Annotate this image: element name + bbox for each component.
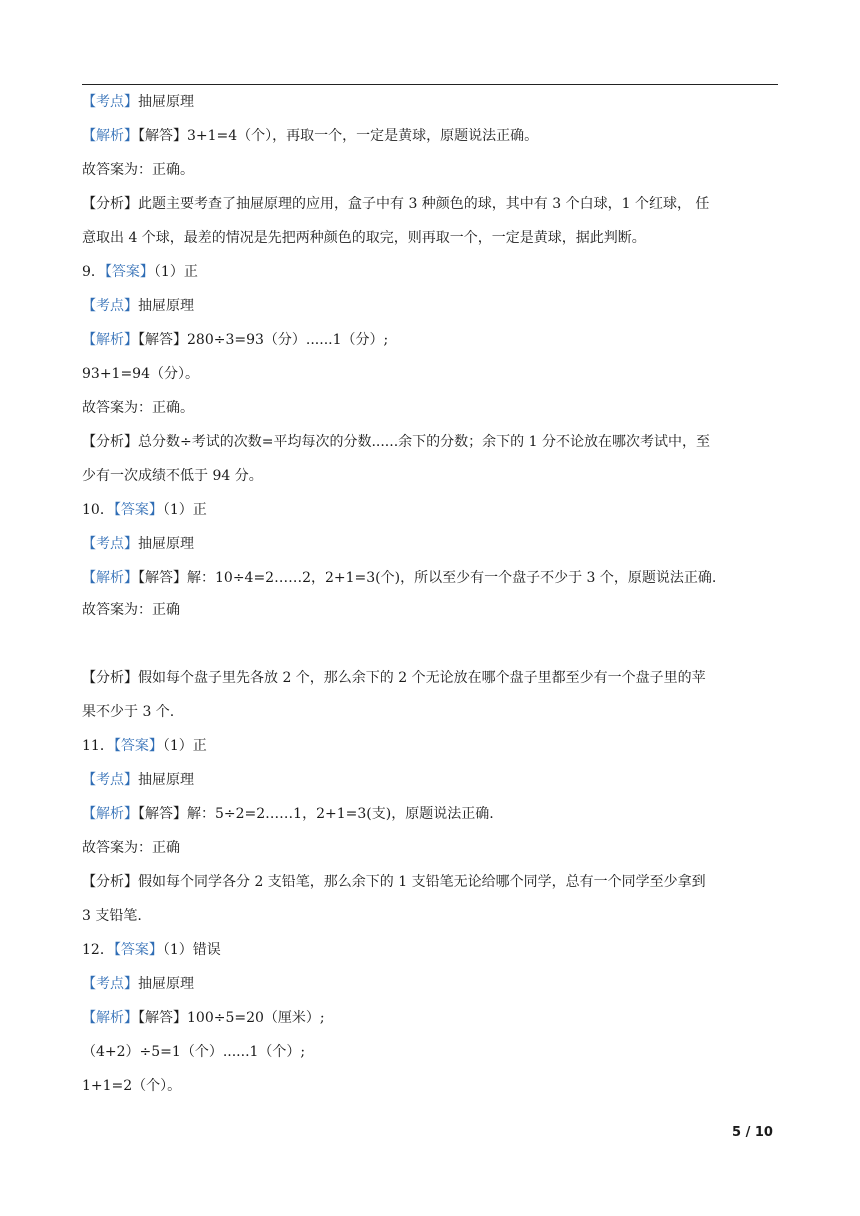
bracket-close: 】: [148, 502, 163, 518]
line-text: （4+2）÷5=1（个）......1（个）;: [82, 1044, 306, 1060]
bracket-close: 】: [148, 942, 163, 958]
bracket-close: 】: [139, 264, 154, 280]
line-text: 1+1=2（个）。: [82, 1078, 182, 1094]
bracket-close: 】: [173, 570, 187, 586]
bracket-close: 】: [124, 332, 138, 348]
line-text: 果不少于 3 个.: [82, 704, 175, 720]
label-text: 考点: [96, 298, 124, 314]
line-text: 意取出 4 个球，最差的情况是先把两种颜色的取完，则再取一个，一定是黄球，据此判断。: [82, 230, 646, 246]
bracket-close: 】: [124, 434, 138, 450]
text-line: [82, 736, 782, 756]
answer-label: [138, 128, 187, 144]
label-text: 解答: [145, 332, 173, 348]
text-line: [82, 92, 782, 112]
bracket-open: 【: [113, 502, 121, 518]
label-text: 解析: [96, 806, 124, 822]
bracket-open: 【: [138, 806, 145, 822]
answer-tag: [105, 264, 154, 280]
line-text: 抽屉原理: [138, 772, 194, 788]
label-text: 分析: [96, 670, 124, 686]
text-line: [82, 838, 782, 858]
bracket-open: 【: [82, 332, 96, 348]
bracket-open: 【: [113, 738, 121, 754]
label-text: 考点: [96, 772, 124, 788]
text-line: [82, 126, 782, 146]
answer-tag: [114, 502, 163, 518]
line-text: 解：5÷2=2……1，2+1=3(支)，原题说法正确.: [187, 806, 494, 822]
fenxi-label: [82, 434, 138, 450]
text-line: [82, 974, 782, 994]
line-text: 3+1=4（个），再取一个，一定是黄球，原题说法正确。: [187, 128, 539, 144]
label-text: 解析: [96, 332, 124, 348]
line-text: 3 支铅笔.: [82, 908, 142, 924]
bracket-open: 【: [104, 264, 112, 280]
line-text: 100÷5=20（厘米）;: [187, 1010, 325, 1026]
label-text: 答案: [120, 738, 149, 754]
bracket-open: 【: [82, 670, 96, 686]
header-rule: [82, 84, 778, 85]
bracket-close: 】: [124, 196, 138, 212]
bracket-close: 】: [124, 772, 138, 788]
label-text: 解答: [145, 128, 173, 144]
line-text: （1）正: [153, 264, 198, 280]
label-text: 考点: [96, 536, 124, 552]
label-text: 解析: [96, 128, 124, 144]
bracket-close: 】: [173, 332, 187, 348]
line-text: 假如每个盘子里先各放 2 个，那么余下的 2 个无论放在哪个盘子里都至少有一个盘子里的苹: [138, 670, 706, 686]
bracket-open: 【: [82, 1010, 96, 1026]
label-text: 考点: [96, 94, 124, 110]
text-line: [82, 568, 782, 588]
jiexi-tag: [82, 806, 138, 822]
text-line: [82, 228, 782, 248]
line-text: 故答案为：正确。: [82, 400, 194, 416]
bracket-close: 】: [124, 1010, 138, 1026]
text-line: [82, 432, 782, 452]
bracket-open: 【: [138, 1010, 145, 1026]
answer-tag: [114, 738, 163, 754]
bracket-open: 【: [113, 942, 121, 958]
bracket-close: 】: [148, 738, 163, 754]
label-text: 分析: [96, 196, 124, 212]
jiexi-tag: [82, 570, 138, 586]
label-text: 答案: [111, 264, 140, 280]
text-line: [82, 600, 782, 620]
label-text: 解析: [96, 1010, 124, 1026]
text-line: [82, 194, 782, 214]
bracket-open: 【: [138, 570, 145, 586]
line-text: 抽屉原理: [138, 976, 194, 992]
question-number: 10．: [82, 502, 114, 518]
bracket-open: 【: [138, 332, 145, 348]
answer-label: [138, 1010, 187, 1026]
bracket-close: 】: [173, 806, 187, 822]
bracket-open: 【: [82, 536, 96, 552]
answer-label: [138, 570, 187, 586]
bracket-close: 】: [124, 94, 138, 110]
fenxi-label: [82, 196, 138, 212]
question-number: 9．: [82, 264, 105, 280]
bracket-close: 】: [124, 806, 138, 822]
answer-label: [138, 332, 187, 348]
line-text: 280÷3=93（分）......1（分）;: [187, 332, 389, 348]
bracket-open: 【: [82, 128, 96, 144]
text-line: [82, 296, 782, 316]
question-number: 11．: [82, 738, 114, 754]
text-line: [82, 702, 782, 722]
bracket-open: 【: [82, 434, 96, 450]
bracket-close: 】: [173, 128, 187, 144]
jiexi-tag: [82, 332, 138, 348]
bracket-close: 】: [173, 1010, 187, 1026]
line-text: （1）错误: [162, 942, 221, 958]
text-line: [82, 1008, 782, 1028]
bracket-open: 【: [82, 976, 96, 992]
text-line: [82, 1042, 782, 1062]
label-text: 解答: [145, 1010, 173, 1026]
text-line: [82, 940, 782, 960]
text-line: [82, 804, 782, 824]
line-text: 故答案为：正确: [82, 840, 180, 856]
bracket-close: 】: [124, 128, 138, 144]
label-text: 解答: [145, 806, 173, 822]
text-line: [82, 770, 782, 790]
line-text: （1）正: [162, 502, 207, 518]
kaodian-tag: [82, 976, 138, 992]
page-number: 5 / 10: [732, 1125, 773, 1140]
bracket-open: 【: [82, 94, 96, 110]
bracket-close: 】: [124, 874, 138, 890]
text-line: [82, 398, 782, 418]
kaodian-tag: [82, 298, 138, 314]
question-number: 12．: [82, 942, 114, 958]
line-text: 少有一次成绩不低于 94 分。: [82, 468, 263, 484]
text-line: [82, 330, 782, 350]
bracket-close: 】: [124, 670, 138, 686]
bracket-open: 【: [82, 196, 96, 212]
bracket-open: 【: [82, 570, 96, 586]
line-text: 93+1=94（分）。: [82, 366, 199, 382]
label-text: 分析: [96, 874, 124, 890]
kaodian-tag: [82, 94, 138, 110]
label-text: 解析: [96, 570, 124, 586]
jiexi-tag: [82, 1010, 138, 1026]
line-text: 抽屉原理: [138, 536, 194, 552]
text-line: [82, 906, 782, 926]
jiexi-tag: [82, 128, 138, 144]
kaodian-tag: [82, 536, 138, 552]
text-line: [82, 668, 782, 688]
bracket-open: 【: [82, 874, 96, 890]
line-text: 抽屉原理: [138, 298, 194, 314]
line-text: 解：10÷4=2……2，2+1=3(个)，所以至少有一个盘子不少于 3 个，原题说法正确.: [187, 570, 717, 586]
bracket-close: 】: [124, 976, 138, 992]
line-text: 假如每个同学各分 2 支铅笔，那么余下的 1 支铅笔无论给哪个同学，总有一个同学至少拿到: [138, 874, 706, 890]
fenxi-label: [82, 874, 138, 890]
fenxi-label: [82, 670, 138, 686]
text-line: [82, 262, 782, 282]
bracket-open: 【: [82, 298, 96, 314]
answer-label: [138, 806, 187, 822]
bracket-close: 】: [124, 536, 138, 552]
text-line: [82, 500, 782, 520]
text-line: [82, 534, 782, 554]
line-text: 抽屉原理: [138, 94, 194, 110]
bracket-open: 【: [82, 772, 96, 788]
bracket-close: 】: [124, 298, 138, 314]
line-text: 此题主要考查了抽屉原理的应用，盒子中有 3 种颜色的球，其中有 3 个白球，1 个红球， 任: [138, 196, 710, 212]
text-line: [82, 364, 782, 384]
label-text: 考点: [96, 976, 124, 992]
label-text: 解答: [145, 570, 173, 586]
text-line: [82, 1076, 782, 1096]
label-text: 答案: [120, 942, 149, 958]
line-text: （1）正: [162, 738, 207, 754]
bracket-open: 【: [82, 806, 96, 822]
answer-tag: [114, 942, 163, 958]
text-line: [82, 466, 782, 486]
bracket-open: 【: [138, 128, 145, 144]
text-line: [82, 872, 782, 892]
bracket-close: 】: [124, 570, 138, 586]
label-text: 答案: [120, 502, 149, 518]
line-text: 总分数÷考试的次数=平均每次的分数......余下的分数；余下的 1 分不论放在哪次考试中，至: [138, 434, 710, 450]
line-text: 故答案为：正确: [82, 602, 180, 618]
kaodian-tag: [82, 772, 138, 788]
line-text: 故答案为：正确。: [82, 162, 194, 178]
label-text: 分析: [96, 434, 124, 450]
text-line: [82, 160, 782, 180]
